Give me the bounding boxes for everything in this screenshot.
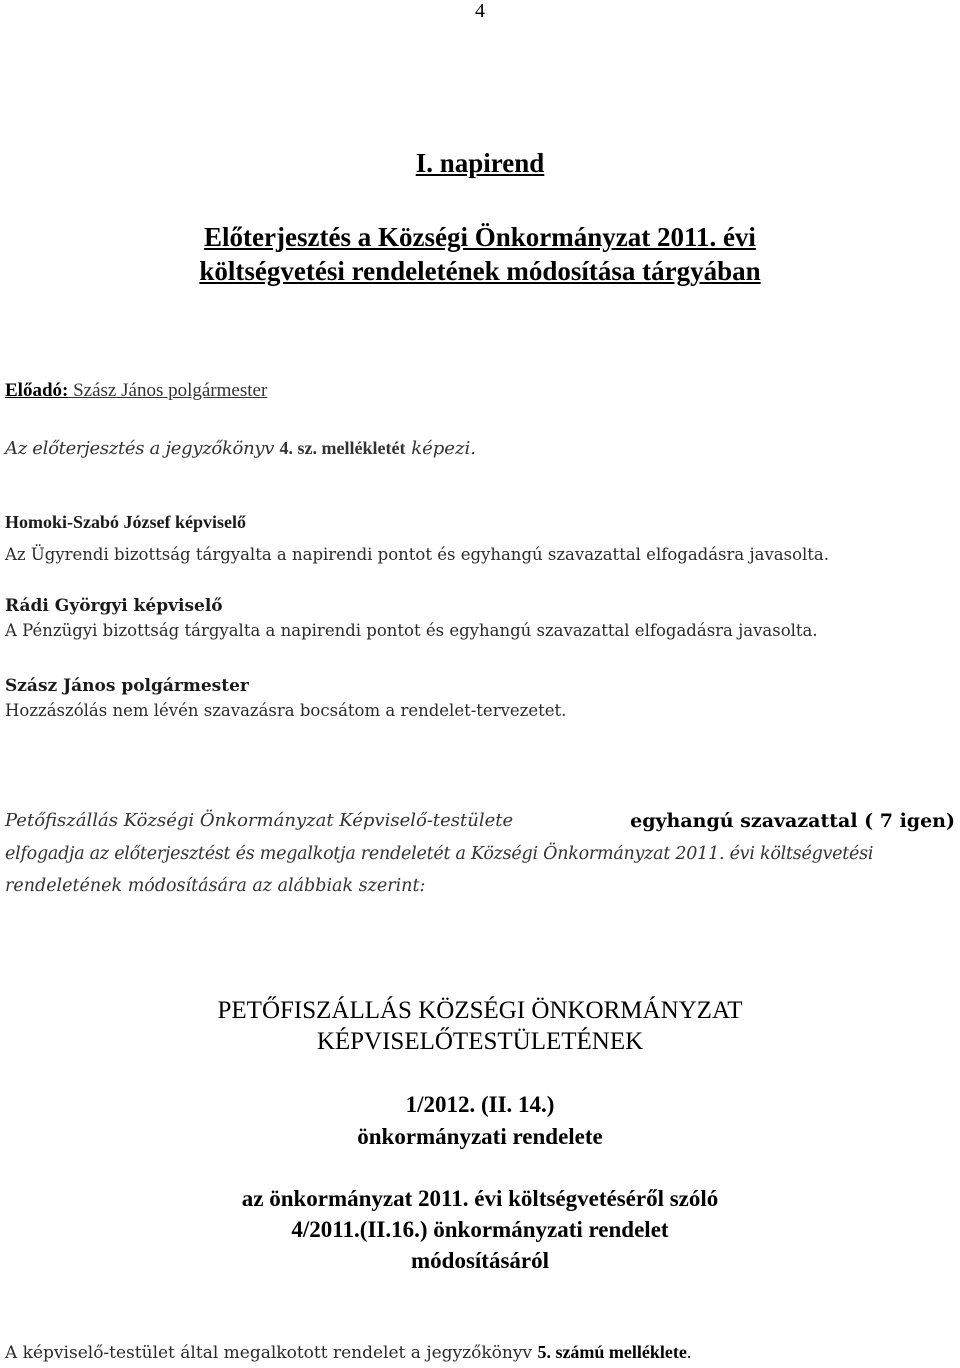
statement-text: Az Ügyrendi bizottság tárgyalta a napirendi pontot és egyhangú szavazattal elfogadásra javasolta. xyxy=(5,545,830,564)
decree-body-line1: PETŐFISZÁLLÁS KÖZSÉGI ÖNKORMÁNYZAT xyxy=(217,997,743,1024)
attachment-word: mellékletét xyxy=(317,438,406,458)
resolution-vote: egyhangú szavazattal ( 7 igen) xyxy=(630,810,955,832)
resolution-line3: rendeletének módosítására az alábbiak szerint: xyxy=(5,876,426,896)
presenter-label: Előadó: xyxy=(5,380,69,401)
decree-subject-line1: az önkormányzat 2011. évi költségvetéséről szóló xyxy=(241,1186,719,1211)
page-number: 4 xyxy=(475,0,485,22)
statement-text: Hozzászólás nem lévén szavazásra bocsátom a rendelet-tervezetet. xyxy=(5,701,567,720)
resolution-subject: Petőfiszállás Községi Önkormányzat Képviselő-testülete xyxy=(5,810,514,831)
decree-type: önkormányzati rendelete xyxy=(357,1124,603,1149)
footer-note xyxy=(5,1342,691,1363)
statement-text: A Pénzügyi bizottság tárgyalta a napirendi pontot és egyhangú szavazattal elfogadásra javasolta. xyxy=(5,621,818,640)
proposal-title-line2: költségvetési rendeletének módosítása tárgyában xyxy=(199,256,761,286)
attachment-note-text: Az előterjesztés a jegyzőkönyv xyxy=(5,438,280,459)
speaker-name: Homoki-Szabó József képviselő xyxy=(5,512,246,532)
presenter-line xyxy=(5,380,267,402)
resolution-line1 xyxy=(5,810,955,832)
attachment-note xyxy=(5,438,476,459)
footer-period: . xyxy=(686,1342,692,1362)
proposal-title-line1: Előterjesztés a Községi Önkormányzat 2011. évi xyxy=(204,222,756,252)
resolution-line2: elfogadja az előterjesztést és megalkotja rendeletét a Községi Önkormányzat 2011. évi költségvetési xyxy=(5,844,874,864)
footer-attachment: 5. számú melléklete xyxy=(537,1342,687,1362)
decree-number: 1/2012. (II. 14.) xyxy=(405,1092,555,1117)
speaker-name: Szász János polgármester xyxy=(5,676,249,696)
attachment-number: 4. sz. xyxy=(279,438,318,458)
attachment-note-end: képezi. xyxy=(405,438,476,459)
speaker-name: Rádi Györgyi képviselő xyxy=(5,596,223,616)
decree-subject-line2: 4/2011.(II.16.) önkormányzati rendelet xyxy=(291,1217,669,1242)
agenda-heading: I. napirend xyxy=(415,148,545,178)
footer-note-text: A képviselő-testület által megalkotott rendelet a jegyzőkönyv xyxy=(5,1343,538,1363)
decree-subject-line3: módosításáról xyxy=(411,1248,549,1273)
decree-body-line2: KÉPVISELŐTESTÜLETÉNEK xyxy=(316,1028,644,1055)
presenter-value: Szász János polgármester xyxy=(68,380,268,401)
